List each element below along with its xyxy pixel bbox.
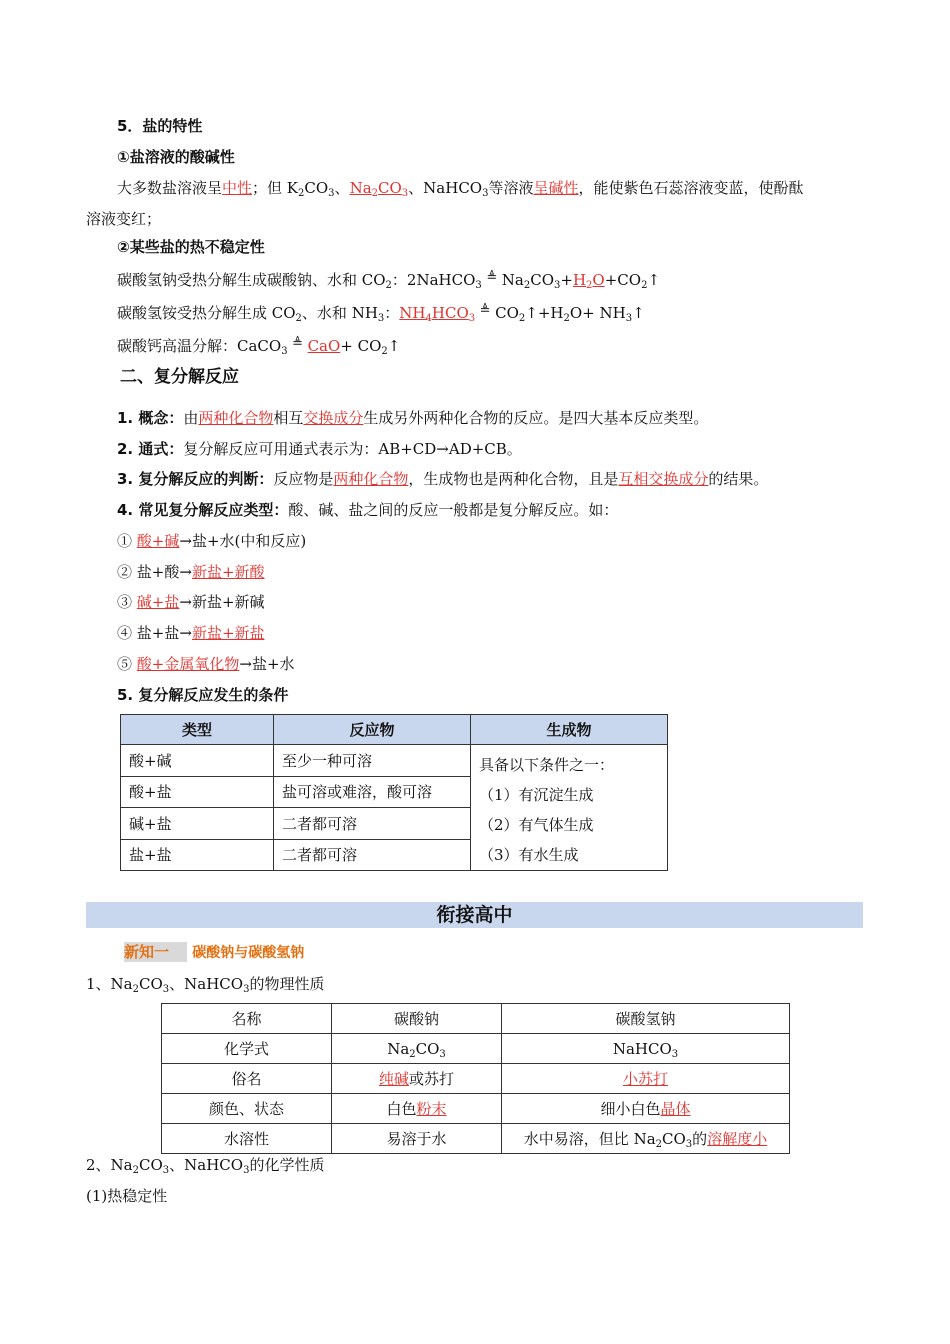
bridge-band-title: 衔接高中	[86, 902, 863, 928]
list-item: ③ 碱+盐→新盐+新碱	[117, 593, 265, 611]
table-cell: 易溶于水	[332, 1124, 502, 1154]
table-cell: 纯碱或苏打	[332, 1064, 502, 1094]
table-cell: 碳酸氢钠	[502, 1004, 790, 1034]
subheading-thermal: ②某些盐的热不稳定性	[117, 238, 265, 256]
list-item: ① 酸+碱→盐+水(中和反应)	[117, 532, 307, 550]
table-cell: 化学式	[162, 1034, 332, 1064]
table-header: 反应物	[274, 715, 471, 745]
condition-item: （1）有沉淀生成	[479, 786, 594, 804]
table-header: 生成物	[471, 715, 668, 745]
table-header: 类型	[121, 715, 274, 745]
physical-properties-title: 1、$Na_2CO_3$、NaHCO$_3$的物理性质	[86, 975, 325, 995]
new-knowledge-heading: 新知一 碳酸钠与碳酸氢钠	[124, 943, 305, 961]
heat-symbol-icon: ≜	[486, 270, 498, 285]
heat-symbol-icon: ≜	[292, 336, 304, 351]
item-concept: 1. 概念：由两种化合物相互交换成分生成另外两种化合物的反应。是四大基本反应类型。	[117, 409, 709, 427]
table-row	[162, 1064, 790, 1094]
table-cell: 名称	[162, 1004, 332, 1034]
table-row	[162, 1094, 790, 1124]
table-cell: 二者都可溶	[274, 839, 471, 871]
table-row	[162, 1124, 790, 1154]
list-item: ④ 盐+盐→新盐+新盐	[117, 624, 265, 642]
table-cell: 碱+盐	[121, 808, 274, 840]
table-cell: 俗名	[162, 1064, 332, 1094]
condition-intro: 具备以下条件之一：	[479, 756, 615, 774]
paragraph-acidity-cont: 溶液变红；	[86, 210, 162, 228]
table-cell: 盐+盐	[121, 839, 274, 871]
table-cell: 至少一种可溶	[274, 745, 471, 777]
item-types: 4. 常见复分解反应类型：酸、碱、盐之间的反应一般都是复分解反应。如：	[117, 501, 619, 519]
table-cell: 白色粉末	[332, 1094, 502, 1124]
table-cell: 二者都可溶	[274, 808, 471, 840]
heat-symbol-icon: ≜	[479, 303, 491, 318]
table-cell: 水中易溶，但比 $Na_2CO_3$的溶解度小	[502, 1124, 790, 1154]
table-row	[162, 1034, 790, 1064]
section-heading-double-decomposition: 二、复分解反应	[120, 367, 239, 387]
table-cell: $Na_2CO_3$	[332, 1034, 502, 1064]
table-row	[162, 1004, 790, 1034]
paragraph-acidity: 大多数盐溶液呈中性；但 $K_2CO_3$、$Na_2CO_3$、NaHCO$_3$等溶液呈碱性，能使紫色石蕊溶液变蓝，使酚酞	[117, 179, 804, 199]
table-cell: 酸+盐	[121, 776, 274, 808]
new-knowledge-tag: 新知一	[124, 942, 187, 962]
table-cell: 颜色、状态	[162, 1094, 332, 1124]
table-row	[121, 745, 668, 777]
table-cell: 酸+碱	[121, 745, 274, 777]
item-conditions: 5. 复分解反应发生的条件	[117, 686, 289, 704]
table-cell: 水溶性	[162, 1124, 332, 1154]
table-cell: NaHCO$_3$	[502, 1034, 790, 1064]
table-cell: 碳酸钠	[332, 1004, 502, 1034]
item-formula: 2. 通式：复分解反应可用通式表示为：AB+CD→AD+CB。	[117, 440, 522, 458]
table-header-row	[121, 715, 668, 745]
condition-item: （2）有气体生成	[479, 816, 594, 834]
properties-table	[161, 1003, 790, 1154]
conditions-table	[120, 714, 668, 871]
products-cell	[471, 745, 668, 871]
table-cell: 盐可溶或难溶，酸可溶	[274, 776, 471, 808]
table-cell: 细小白色晶体	[502, 1094, 790, 1124]
section-5-title: 5．盐的特性	[117, 117, 203, 135]
list-item: ② 盐+酸→新盐+新酸	[117, 563, 265, 581]
list-item: ⑤ 酸+金属氧化物→盐+水	[117, 655, 295, 673]
thermal-stability-title: (1)热稳定性	[86, 1187, 168, 1205]
item-judgement: 3. 复分解反应的判断：反应物是两种化合物，生成物也是两种化合物，且是互相交换成分的结果。	[117, 470, 769, 488]
reaction-nh4hco3: 碳酸氢铵受热分解生成 $CO_2$、水和 $NH_3$：$NH_4HCO_3≜$ $CO_2↑+H_2O+$ $NH_3↑$	[117, 303, 645, 324]
condition-item: （3）有水生成	[479, 846, 579, 864]
reaction-caco3: 碳酸钙高温分解：CaCO$_3$≜ $CaO+ CO_2↑$	[117, 336, 401, 357]
reaction-nahco3: 碳酸氢钠受热分解生成碳酸钠、水和 $CO_2$：2NaHCO$_3$≜ $Na_2CO_3+H_2O+CO_2↑$	[117, 270, 661, 291]
table-cell: 小苏打	[502, 1064, 790, 1094]
subheading-acidity: ①盐溶液的酸碱性	[117, 148, 235, 166]
chemical-properties-title: 2、$Na_2CO_3$、NaHCO$_3$的化学性质	[86, 1156, 325, 1176]
